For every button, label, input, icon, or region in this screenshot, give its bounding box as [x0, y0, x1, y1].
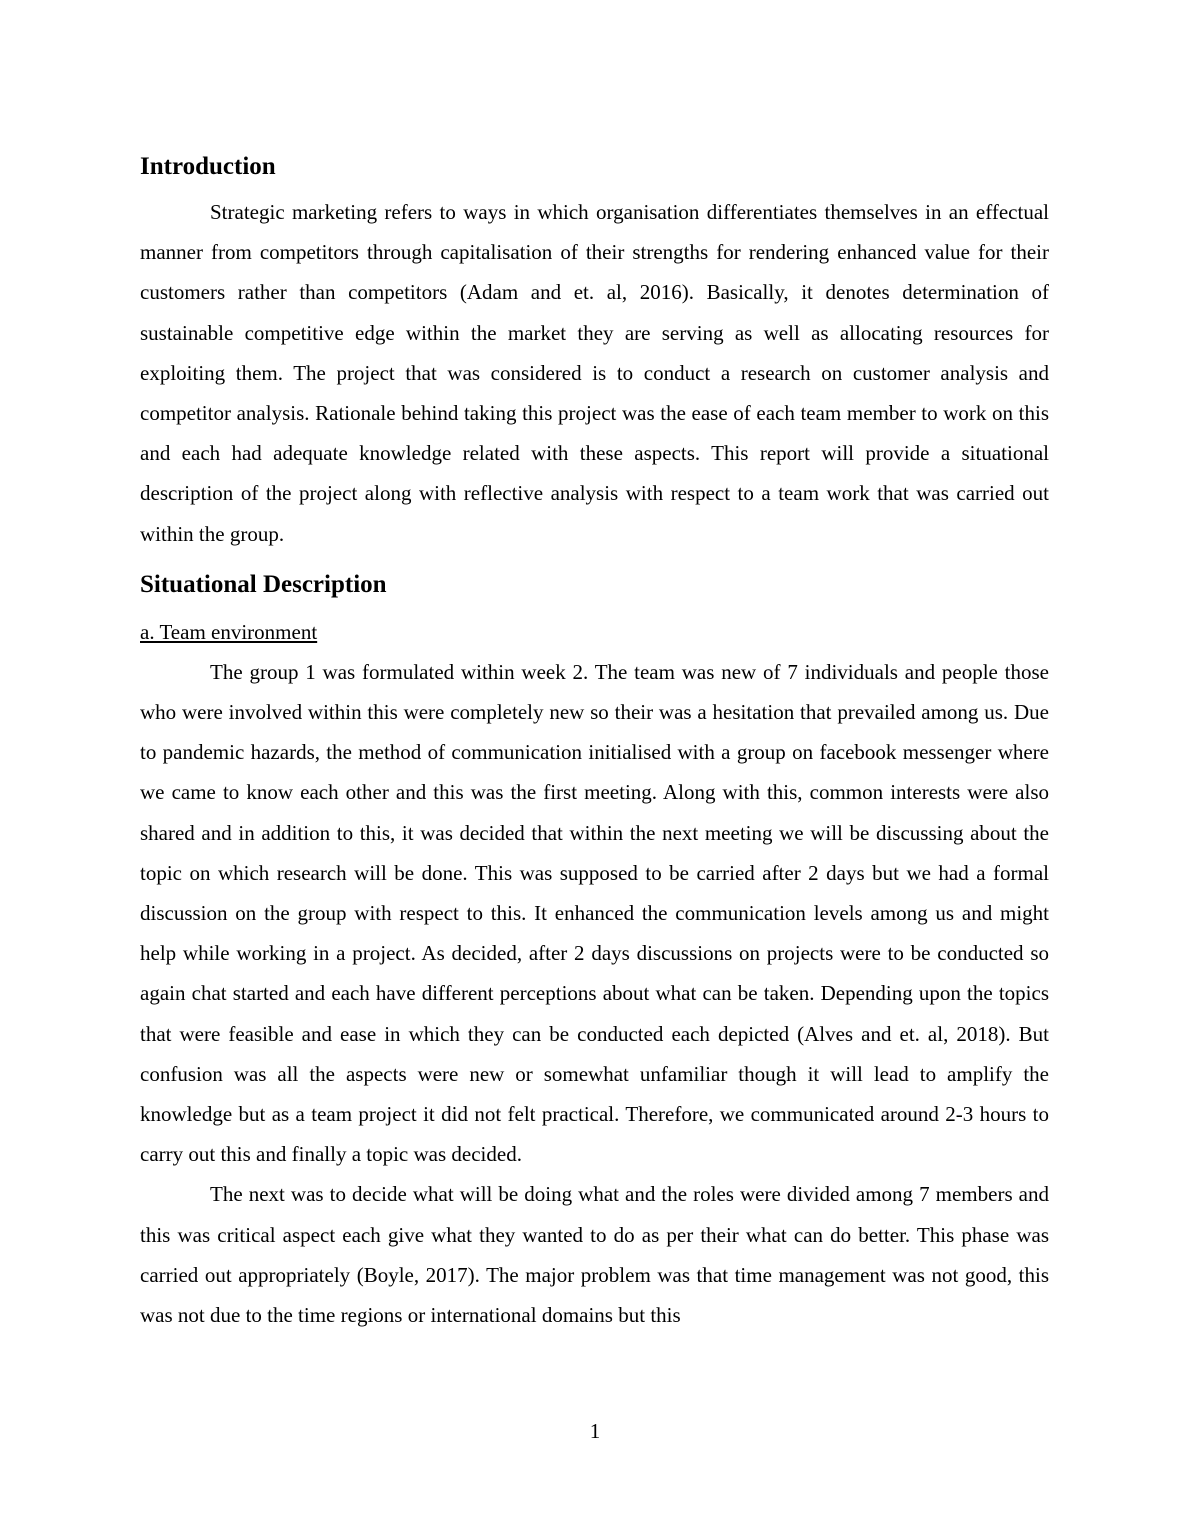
team-environment-paragraph-2: The next was to decide what will be doing what and the roles were divided among 7 members and this was critical aspect each give what they wanted to do as per their what can do better. This phase was carried out appropriately (Boyle, 2017). The major problem was that time management was not good, this was not due to the time regions or international domains but this	[140, 1182, 1049, 1328]
subheading-team-environment: a. Team environment	[140, 619, 318, 644]
page-content	[140, 148, 1049, 1335]
page-number: 1	[589, 1419, 601, 1443]
team-environment-paragraph-1: The group 1 was formulated within week 2. The team was new of 7 individuals and people those who were involved within this were completely new so their was a hesitation that prevailed among us. Due to pandemic hazards, the method of communication initialised with a group on facebook messenger where we came to know each other and this was the first meeting. Along with this, common interests were also shared and in addition to this, it was decided that within the next meeting we will be discussing about the topic on which research will be done. This was supposed to be carried after 2 days but we had a formal discussion on the group with respect to this. It enhanced the communication levels among us and might help while working in a project. As decided, after 2 days discussions on projects were to be conducted so again chat started and each have different perceptions about what can be taken. Depending upon the topics that were feasible and ease in which they can be conducted each depicted (Alves and et. al, 2018). But confusion was all the aspects were new or somewhat unfamiliar though it will lead to amplify the knowledge but as a team project it did not felt practical. Therefore, we communicated around 2-3 hours to carry out this and finally a topic was decided.	[140, 659, 1049, 1167]
section-heading-introduction: Introduction	[140, 153, 276, 180]
section-heading-situational-description: Situational Description	[140, 570, 387, 598]
introduction-paragraph: Strategic marketing refers to ways in which organisation differentiates themselves in an effectual manner from competitors through capitalisation of their strengths for rendering enhanced value for their customers rather than competitors (Adam and et. al, 2016). Basically, it denotes determination of sustainable competitive edge within the market they are serving as well as allocating resources for exploiting them. The project that was considered is to conduct a research on customer analysis and competitor analysis. Rationale behind taking this project was the ease of each team member to work on this and each had adequate knowledge related with these aspects. This report will provide a situational description of the project along with reflective analysis with respect to a team work that was carried out within the group.	[140, 200, 1049, 546]
